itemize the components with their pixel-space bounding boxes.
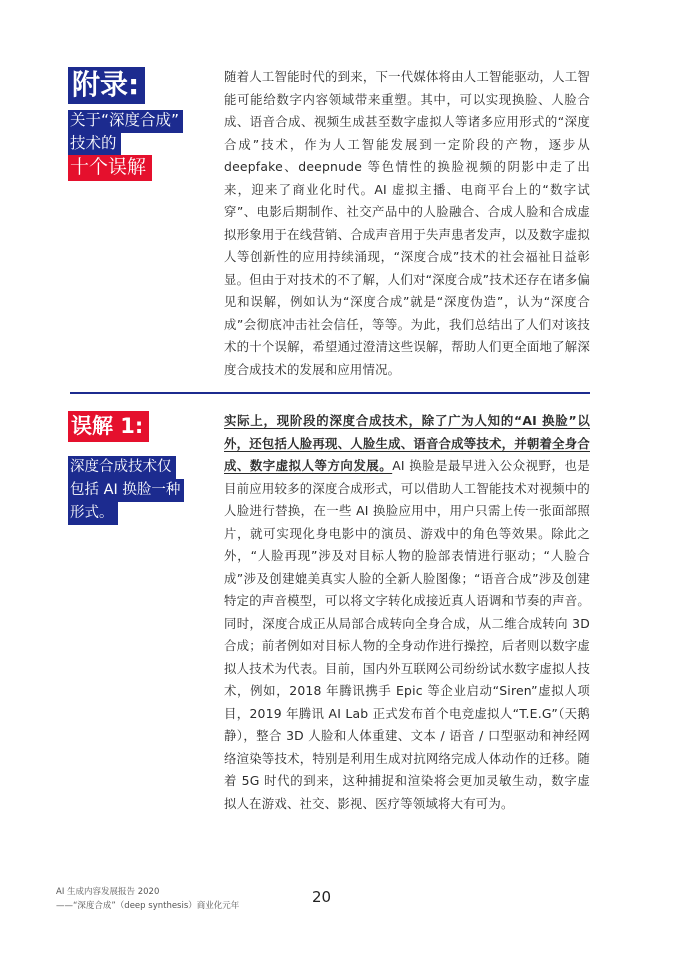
appendix-intro-paragraph: 随着人工智能时代的到来，下一代媒体将由人工智能驱动，人工智能可能给数字内容领域带来重塑。其中，可以实现换脸、人脸合成、语音合成、视频生成甚至数字虚拟人等诸多应用形式的“深度合成”技术，作为人工智能发展到一定阶段的产物，逐步从 deepfake、deepnude 等色情性的换脸视频的阴影中走了出来，迎来了商业化时代。AI 虚拟主播、电商平台上的“数字试穿”、电影后期制作、社交产品中的人脸融合、合成人脸和合成虚拟形象用于在线营销、合成声音用于失声患者发声，以及数字虚拟人等创新性的应用持续涌现，“深度合成”技术的社会福祉日益彰显。但由于对技术的不了解，人们对“深度合成”技术还存在诸多偏见和误解，例如认为“深度合成”就是“深度伪造”，认为“深度合成”会彻底冲击社会信任，等等。为此，我们总结出了人们对该技术的十个误解，希望通过澄清这些误解，帮助人们更全面地了解深度合成技术的发展和应用情况。: [224, 69, 590, 377]
page-number: 20: [312, 888, 332, 906]
myth-1-subtitle-line3: 形式。: [68, 502, 118, 525]
footer-report-subtitle: ——“深度合成”（deep synthesis）商业化元年: [56, 901, 240, 911]
footer-report-title: AI 生成内容发展报告 2020: [56, 887, 160, 897]
appendix-heading: 附录:: [68, 67, 145, 104]
section-divider: [70, 392, 590, 394]
myth-1-heading: 误解 1:: [68, 411, 149, 442]
appendix-subtitle-line1: 关于“深度合成”: [68, 110, 183, 133]
myth-1-subtitle-line2: 包括 AI 换脸一种: [68, 479, 184, 502]
appendix-subtitle-line3: 十个误解: [68, 155, 152, 181]
myth-1-paragraph: [224, 410, 590, 815]
appendix-subtitle-line2: 技术的: [68, 133, 121, 156]
myth-1-lead-sentence: 实际上，现阶段的深度合成技术，除了广为人知的“AI 换脸”以外，还包括人脸再现、人脸生成、语音合成等技术，并朝着全身合成、数字虚拟人等方向发展。: [224, 413, 590, 473]
myth-1-subtitle-line1: 深度合成技术仅: [68, 456, 176, 479]
myth-1-body-text: AI 换脸是最早进入公众视野，也是目前应用较多的深度合成形式，可以借助人工智能技术对视频中的人脸进行替换，在一些 AI 换脸应用中，用户只需上传一张面部照片，就可实现化身电影中的演员、游戏中的角色等效果。除此之外，“人脸再现”涉及对目标人物的脸部表情进行驱动；“人脸合成”涉及创建媲美真实人脸的全新人脸图像；“语音合成”涉及创建特定的声音模型，可以将文字转化成接近真人语调和节奏的声音。同时，深度合成正从局部合成转向全身合成，从二维合成转向 3D 合成；前者例如对目标人物的全身动作进行操控，后者则以数字虚拟人技术为代表。目前，国内外互联网公司纷纷试水数字虚拟人技术，例如，2018 年腾讯携手 Epic 等企业启动“Siren”虚拟人项目，2019 年腾讯 AI Lab 正式发布首个电竞虚拟人“T.E.G”（天鹅静），整合 3D 人脸和人体重建、文本 / 语音 / 口型驱动和神经网络渲染等技术，特别是利用生成对抗网络完成人体动作的迁移。随着 5G 时代的到来，这种捕捉和渲染将会更加灵敏生动，数字虚拟人在游戏、社交、影视、医疗等领域将大有可为。: [224, 458, 590, 811]
